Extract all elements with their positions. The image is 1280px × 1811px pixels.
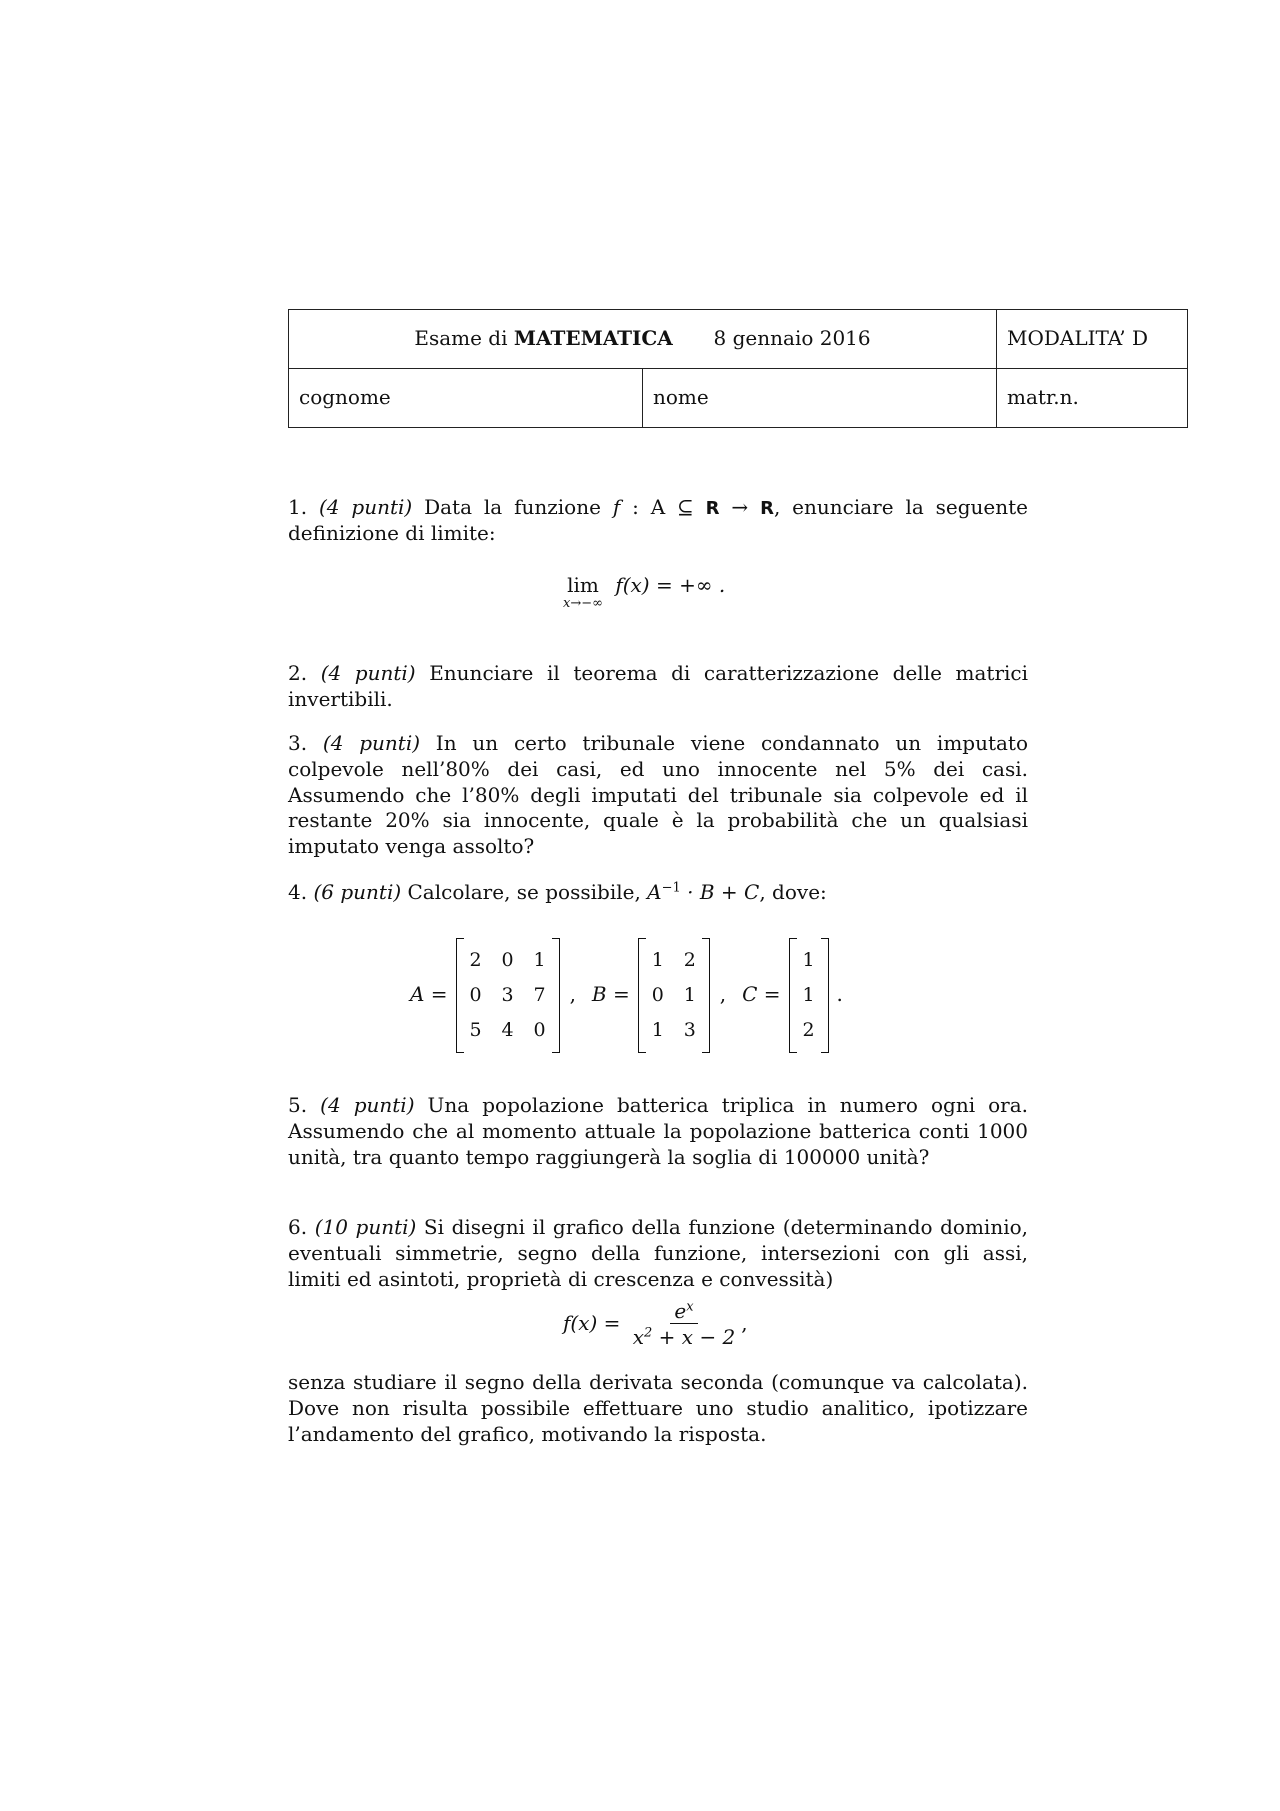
q1-text-a: Data la funzione xyxy=(412,495,613,519)
q4-number: 4. xyxy=(288,880,308,904)
name-field: nome xyxy=(643,369,997,428)
matrix-c-entry: 1 xyxy=(802,983,815,1006)
q1-fn: f xyxy=(612,495,621,519)
q4-text-b: , dove: xyxy=(759,880,827,904)
exam-date: 8 gennaio 2016 xyxy=(713,326,871,351)
question-5 xyxy=(288,1093,1028,1170)
q3-points: (4 punti) xyxy=(322,731,421,755)
matrix-a xyxy=(456,942,560,1049)
question-3 xyxy=(288,731,1028,860)
matrix-a-entry: 3 xyxy=(501,983,514,1006)
q3-number: 3. xyxy=(288,731,308,755)
q4-expr-sup: −1 xyxy=(661,880,681,896)
q6-lhs: f(x) = xyxy=(563,1311,621,1336)
matrix-b xyxy=(638,942,710,1049)
exam-mode: MODALITA’ D xyxy=(997,310,1188,369)
q2-text: Enunciare il teorema di caratterizzazione delle matrici invertibili. xyxy=(288,661,1028,711)
matrix-comma-2: , xyxy=(719,982,727,1007)
q6-points: (10 punti) xyxy=(314,1215,417,1239)
q5-points: (4 punti) xyxy=(320,1093,415,1117)
q4-text-a: Calcolare, se possibile, xyxy=(401,880,648,904)
q1-lim-rhs: f(x) = +∞ . xyxy=(615,573,726,597)
exam-subject: MATEMATICA xyxy=(513,326,673,351)
q4-matrices xyxy=(410,945,843,1045)
matrix-c xyxy=(789,942,829,1049)
question-6 xyxy=(288,1215,1028,1292)
matrix-b-label: B = xyxy=(591,982,630,1007)
matrix-a-entry: 0 xyxy=(469,983,482,1006)
q1-reals-1: R xyxy=(705,498,720,519)
q4-points: (6 punti) xyxy=(313,880,402,904)
q1-lim-sub: x→−∞ xyxy=(563,595,603,611)
matrix-comma-1: , xyxy=(569,982,576,1007)
q6-text: Si disegni il grafico della funzione (determinando dominio, eventuali simmetrie, segno della funzione, intersezioni con gli assi, limiti ed asintoti, proprietà di crescenza e convessità) xyxy=(288,1215,1028,1291)
matrix-b-entry: 2 xyxy=(683,948,696,971)
q6-denominator xyxy=(629,1324,740,1348)
q6-tail: , xyxy=(741,1311,748,1336)
q6-num-base: e xyxy=(674,1299,687,1323)
q6-num-sup: x xyxy=(686,1299,694,1315)
matrix-a-entry: 0 xyxy=(533,1018,546,1041)
q4-expr: A xyxy=(647,880,662,904)
matrix-a-entry: 0 xyxy=(501,948,514,971)
exam-title-cell xyxy=(289,310,997,369)
matrix-a-entry: 7 xyxy=(533,983,546,1006)
matrix-a-label: A = xyxy=(410,982,448,1007)
q6-text2: senza studiare il segno della derivata seconda (comunque va calcolata). Dove non risulta possibile effettuare uno studio analitico, ipotizzare l’andamento del grafico, motivando la risposta. xyxy=(288,1370,1028,1446)
q2-points: (4 punti) xyxy=(320,661,416,685)
matrix-a-entry: 4 xyxy=(501,1018,514,1041)
q6-den-b: + x − 2 xyxy=(652,1325,736,1349)
surname-field: cognome xyxy=(289,369,643,428)
q3-text: In un certo tribunale viene condannato un imputato colpevole nell’80% dei casi, ed uno innocente nel 5% dei casi. Assumendo che l’80% degli imputati del tribunale sia colpevole ed il restante 20% sia innocente, quale è la probabilità che un qualsiasi imputato venga assolto? xyxy=(288,731,1029,859)
matrix-c-entry: 1 xyxy=(802,948,815,971)
exam-header-table xyxy=(288,309,1188,428)
matrix-c-entry: 2 xyxy=(802,1018,815,1041)
matrix-b-entry: 1 xyxy=(651,1018,664,1041)
matrix-a-entry: 2 xyxy=(469,948,482,971)
question-2 xyxy=(288,661,1028,713)
q1-text-c: , enunciare la seguente definizione di limite: xyxy=(288,495,1029,545)
matrix-b-entry: 1 xyxy=(683,983,696,1006)
q1-number: 1. xyxy=(288,495,308,519)
q4-expr-rest: · B + C xyxy=(680,880,760,904)
q6-numerator xyxy=(670,1300,697,1324)
q6-den-a: x xyxy=(632,1325,645,1349)
q1-lim: lim xyxy=(567,573,599,597)
q6-den-sup: 2 xyxy=(644,1325,653,1341)
matrix-b-entry: 1 xyxy=(651,948,664,971)
q5-text: Una popolazione batterica triplica in numero ogni ora. Assumendo che al momento attuale la popolazione batterica conti 1000 unità, tra quanto tempo raggiungerà la soglia di 100000 unità? xyxy=(288,1093,1029,1169)
q1-limit-formula xyxy=(563,573,725,610)
q6-fraction xyxy=(629,1300,740,1348)
question-4 xyxy=(288,880,1028,906)
q1-text-b: : A ⊆ xyxy=(620,495,706,519)
q6-function-formula xyxy=(563,1300,748,1348)
q1-reals-2: R xyxy=(760,498,774,519)
question-6-continued xyxy=(288,1370,1028,1447)
matrix-a-entry: 1 xyxy=(533,948,546,971)
q2-number: 2. xyxy=(288,661,308,685)
q1-points: (4 punti) xyxy=(318,495,413,519)
matrix-b-entry: 0 xyxy=(651,983,664,1006)
question-1 xyxy=(288,495,1028,547)
matrix-period: . xyxy=(836,982,843,1007)
matriculation-field: matr.n. xyxy=(997,369,1188,428)
q6-number: 6. xyxy=(288,1215,308,1239)
matrix-b-entry: 3 xyxy=(683,1018,696,1041)
exam-prefix: Esame di xyxy=(414,326,508,351)
matrix-c-label: C = xyxy=(742,982,781,1007)
q5-number: 5. xyxy=(288,1093,308,1117)
q1-arrow: → xyxy=(719,495,761,519)
matrix-a-entry: 5 xyxy=(469,1018,482,1041)
